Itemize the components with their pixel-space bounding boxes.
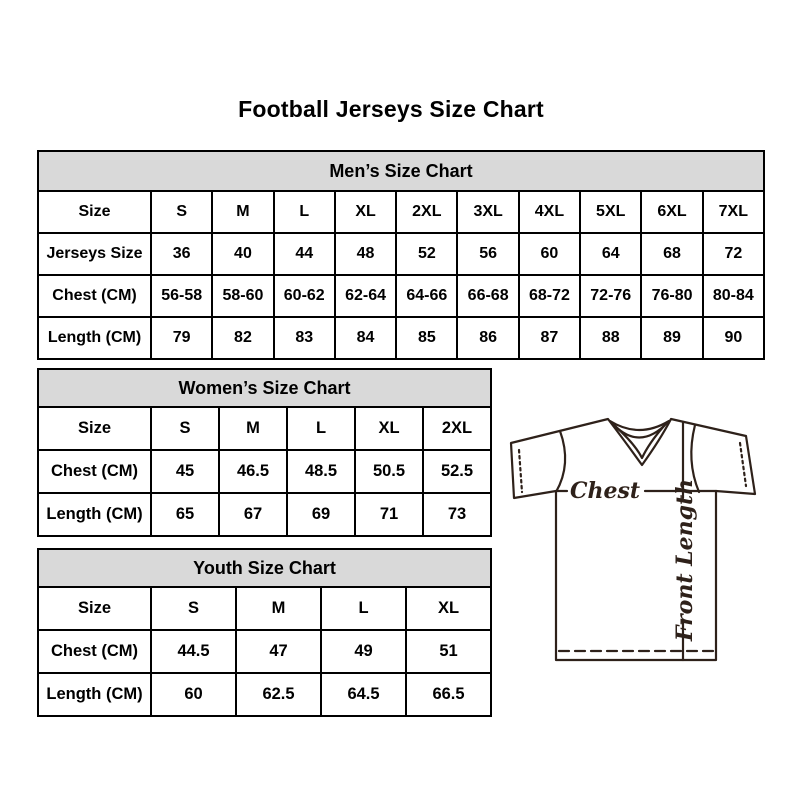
column-header-cell: 3XL	[457, 191, 518, 233]
value-cell: 60	[151, 673, 236, 716]
mens-size-table	[37, 150, 765, 360]
value-cell: 69	[287, 493, 355, 536]
table-title: Women’s Size Chart	[38, 369, 491, 407]
table-row	[38, 275, 764, 317]
table-row	[38, 317, 764, 359]
column-header-cell: S	[151, 407, 219, 450]
value-cell: 90	[703, 317, 764, 359]
value-cell: 80-84	[703, 275, 764, 317]
value-cell: 65	[151, 493, 219, 536]
value-cell: 79	[151, 317, 212, 359]
size-header-label: Size	[38, 407, 151, 450]
table-title-row	[38, 549, 491, 587]
value-cell: 49	[321, 630, 406, 673]
value-cell: 47	[236, 630, 321, 673]
value-cell: 85	[396, 317, 457, 359]
value-cell: 62.5	[236, 673, 321, 716]
column-header-cell: L	[274, 191, 335, 233]
column-header-cell: M	[219, 407, 287, 450]
jersey-outline-shape	[511, 419, 755, 660]
table-row	[38, 673, 491, 716]
value-cell: 56	[457, 233, 518, 275]
row-label-cell: Length (CM)	[38, 317, 151, 359]
column-header-cell: 5XL	[580, 191, 641, 233]
value-cell: 64	[580, 233, 641, 275]
column-header-cell: 6XL	[641, 191, 702, 233]
column-header-cell: S	[151, 191, 212, 233]
value-cell: 50.5	[355, 450, 423, 493]
value-cell: 56-58	[151, 275, 212, 317]
value-cell: 82	[212, 317, 273, 359]
table-row	[38, 493, 491, 536]
value-cell: 89	[641, 317, 702, 359]
table-row	[38, 233, 764, 275]
column-header-cell: XL	[335, 191, 396, 233]
table-title: Men’s Size Chart	[38, 151, 764, 191]
value-cell: 64-66	[396, 275, 457, 317]
chest-label: Chest	[569, 478, 641, 504]
column-header-cell: 2XL	[423, 407, 491, 450]
value-cell: 71	[355, 493, 423, 536]
column-header-cell: 4XL	[519, 191, 580, 233]
womens-size-table	[37, 368, 492, 537]
value-cell: 44.5	[151, 630, 236, 673]
column-header-cell: XL	[355, 407, 423, 450]
value-cell: 84	[335, 317, 396, 359]
value-cell: 58-60	[212, 275, 273, 317]
value-cell: 88	[580, 317, 641, 359]
value-cell: 48.5	[287, 450, 355, 493]
value-cell: 76-80	[641, 275, 702, 317]
table-title-row	[38, 151, 764, 191]
column-header-cell: XL	[406, 587, 491, 630]
value-cell: 83	[274, 317, 335, 359]
value-cell: 62-64	[335, 275, 396, 317]
column-header-cell: L	[287, 407, 355, 450]
column-header-cell: M	[236, 587, 321, 630]
table-title-row	[38, 369, 491, 407]
size-header-label: Size	[38, 191, 151, 233]
value-cell: 51	[406, 630, 491, 673]
value-cell: 66.5	[406, 673, 491, 716]
jersey-measurement-diagram	[503, 406, 777, 668]
value-cell: 86	[457, 317, 518, 359]
row-label-cell: Jerseys Size	[38, 233, 151, 275]
row-label-cell: Length (CM)	[38, 673, 151, 716]
table-row	[38, 587, 491, 630]
page-title: Football Jerseys Size Chart	[238, 96, 544, 122]
value-cell: 44	[274, 233, 335, 275]
value-cell: 68-72	[519, 275, 580, 317]
column-header-cell: 7XL	[703, 191, 764, 233]
row-label-cell: Chest (CM)	[38, 450, 151, 493]
value-cell: 46.5	[219, 450, 287, 493]
value-cell: 40	[212, 233, 273, 275]
value-cell: 60	[519, 233, 580, 275]
table-title: Youth Size Chart	[38, 549, 491, 587]
row-label-cell: Chest (CM)	[38, 630, 151, 673]
value-cell: 52.5	[423, 450, 491, 493]
value-cell: 52	[396, 233, 457, 275]
table-row	[38, 407, 491, 450]
value-cell: 36	[151, 233, 212, 275]
value-cell: 48	[335, 233, 396, 275]
value-cell: 67	[219, 493, 287, 536]
value-cell: 73	[423, 493, 491, 536]
column-header-cell: M	[212, 191, 273, 233]
youth-size-table	[37, 548, 492, 717]
column-header-cell: L	[321, 587, 406, 630]
value-cell: 72-76	[580, 275, 641, 317]
column-header-cell: 2XL	[396, 191, 457, 233]
value-cell: 64.5	[321, 673, 406, 716]
table-row	[38, 191, 764, 233]
row-label-cell: Chest (CM)	[38, 275, 151, 317]
table-row	[38, 630, 491, 673]
value-cell: 72	[703, 233, 764, 275]
size-header-label: Size	[38, 587, 151, 630]
column-header-cell: S	[151, 587, 236, 630]
row-label-cell: Length (CM)	[38, 493, 151, 536]
value-cell: 87	[519, 317, 580, 359]
value-cell: 60-62	[274, 275, 335, 317]
value-cell: 45	[151, 450, 219, 493]
front-length-label: Front Length	[672, 478, 698, 642]
value-cell: 66-68	[457, 275, 518, 317]
value-cell: 68	[641, 233, 702, 275]
table-row	[38, 450, 491, 493]
